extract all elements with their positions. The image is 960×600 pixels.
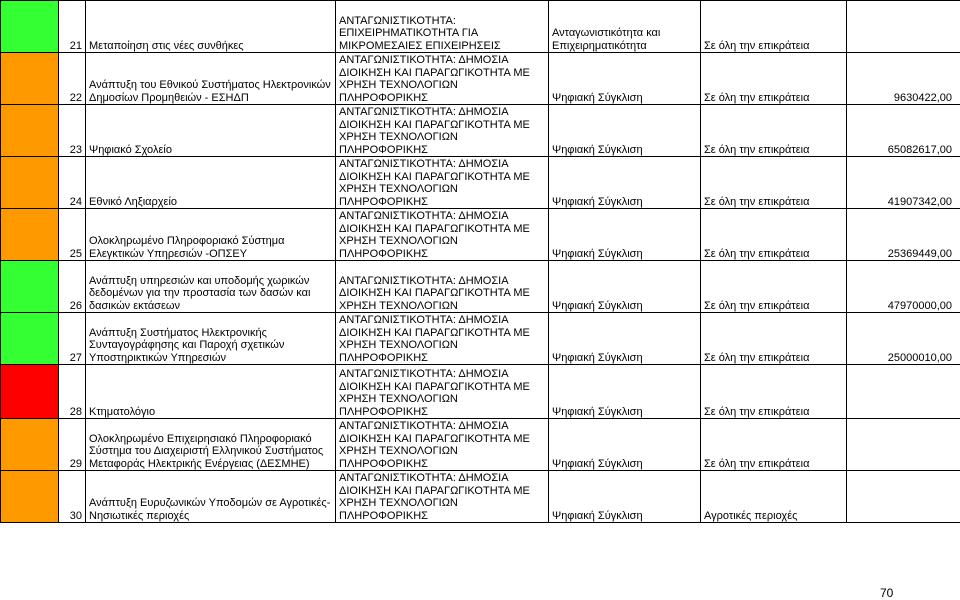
project-title: Μεταποίηση στις νέες συνθήκες [86, 1, 336, 53]
status-color-cell [1, 1, 59, 53]
row-number: 28 [59, 365, 86, 419]
operational-program: Ψηφιακή Σύγκλιση [549, 209, 701, 261]
status-color-cell [1, 53, 59, 105]
operational-program: Ψηφιακή Σύγκλιση [549, 53, 701, 105]
row-number: 25 [59, 209, 86, 261]
operational-program: Ψηφιακή Σύγκλιση [549, 261, 701, 313]
row-number: 29 [59, 419, 86, 471]
operational-program: Ψηφιακή Σύγκλιση [549, 365, 701, 419]
table-row [1, 419, 960, 471]
project-title: Ανάπτυξη του Εθνικού Συστήματος Ηλεκτρονικών Δημοσίων Προμηθειών - ΕΣΗΔΠ [86, 53, 336, 105]
table-row [1, 1, 960, 53]
project-title: Κτηματολόγιο [86, 365, 336, 419]
operational-program: Ψηφιακή Σύγκλιση [549, 471, 701, 523]
status-color-cell [1, 157, 59, 209]
project-title: Ανάπτυξη υπηρεσιών και υποδομής χωρικών δεδομένων για την προστασία των δασών και δασικών εκτάσεων [86, 261, 336, 313]
geographic-scope: Σε όλη την επικράτεια [701, 1, 847, 53]
geographic-scope: Σε όλη την επικράτεια [701, 105, 847, 157]
budget-amount: 41907342,00 [847, 157, 960, 209]
priority-axis: ΑΝΤΑΓΩΝΙΣΤΙΚΟΤΗΤΑ: ΔΗΜΟΣΙΑ ΔΙΟΙΚΗΣΗ ΚΑΙ ΠΑΡΑΓΩΓΙΚΟΤΗΤΑ ΜΕ ΧΡΗΣΗ ΤΕΧΝΟΛΟΓΙΩΝ ΠΛΗΡΟΦΟΡΙΚΗΣ [336, 471, 549, 523]
priority-axis: ΑΝΤΑΓΩΝΙΣΤΙΚΟΤΗΤΑ: ΔΗΜΟΣΙΑ ΔΙΟΙΚΗΣΗ ΚΑΙ ΠΑΡΑΓΩΓΙΚΟΤΗΤΑ ΜΕ ΧΡΗΣΗ ΤΕΧΝΟΛΟΓΙΩΝ ΠΛΗΡΟΦΟΡΙΚΗΣ [336, 209, 549, 261]
priority-axis: ΑΝΤΑΓΩΝΙΣΤΙΚΟΤΗΤΑ: ΔΗΜΟΣΙΑ ΔΙΟΙΚΗΣΗ ΚΑΙ ΠΑΡΑΓΩΓΙΚΟΤΗΤΑ ΜΕ ΧΡΗΣΗ ΤΕΧΝΟΛΟΓΙΩΝ ΠΛΗΡΟΦΟΡΙΚΗΣ [336, 313, 549, 365]
row-number: 26 [59, 261, 86, 313]
project-title: Ολοκληρωμένο Πληροφοριακό Σύστημα Ελεγκτικών Υπηρεσιών -ΟΠΣΕΥ [86, 209, 336, 261]
priority-axis: ΑΝΤΑΓΩΝΙΣΤΙΚΟΤΗΤΑ: ΔΗΜΟΣΙΑ ΔΙΟΙΚΗΣΗ ΚΑΙ ΠΑΡΑΓΩΓΙΚΟΤΗΤΑ ΜΕ ΧΡΗΣΗ ΤΕΧΝΟΛΟΓΙΩΝ ΠΛΗΡΟΦΟΡΙΚΗΣ [336, 53, 549, 105]
project-title: Ολοκληρωμένο Επιχειρησιακό Πληροφοριακό Σύστημα του Διαχειριστή Ελληνικού Συστήματος Μεταφοράς Ηλεκτρικής Ενέργειας (ΔΕΣΜΗΕ) [86, 419, 336, 471]
geographic-scope: Σε όλη την επικράτεια [701, 261, 847, 313]
budget-amount [847, 471, 960, 523]
project-title: Εθνικό Ληξιαρχείο [86, 157, 336, 209]
status-color-cell [1, 419, 59, 471]
table-row [1, 53, 960, 105]
row-number: 23 [59, 105, 86, 157]
status-color-cell [1, 313, 59, 365]
priority-axis: ΑΝΤΑΓΩΝΙΣΤΙΚΟΤΗΤΑ: ΔΗΜΟΣΙΑ ΔΙΟΙΚΗΣΗ ΚΑΙ ΠΑΡΑΓΩΓΙΚΟΤΗΤΑ ΜΕ ΧΡΗΣΗ ΤΕΧΝΟΛΟΓΙΩΝ [336, 261, 549, 313]
geographic-scope: Σε όλη την επικράτεια [701, 313, 847, 365]
priority-axis: ΑΝΤΑΓΩΝΙΣΤΙΚΟΤΗΤΑ: ΔΗΜΟΣΙΑ ΔΙΟΙΚΗΣΗ ΚΑΙ ΠΑΡΑΓΩΓΙΚΟΤΗΤΑ ΜΕ ΧΡΗΣΗ ΤΕΧΝΟΛΟΓΙΩΝ ΠΛΗΡΟΦΟΡΙΚΗΣ [336, 105, 549, 157]
geographic-scope: Αγροτικές περιοχές [701, 471, 847, 523]
budget-amount: 65082617,00 [847, 105, 960, 157]
operational-program: Ανταγωνιστικότητα και Επιχειρηματικότητα [549, 1, 701, 53]
project-title: Ψηφιακό Σχολείο [86, 105, 336, 157]
geographic-scope: Σε όλη την επικράτεια [701, 209, 847, 261]
priority-axis: ΑΝΤΑΓΩΝΙΣΤΙΚΟΤΗΤΑ: ΕΠΙΧΕΙΡΗΜΑΤΙΚΟΤΗΤΑ ΓΙΑ ΜΙΚΡΟΜΕΣΑΙΕΣ ΕΠΙΧΕΙΡΗΣΕΙΣ [336, 1, 549, 53]
geographic-scope: Σε όλη την επικράτεια [701, 157, 847, 209]
budget-amount: 9630422,00 [847, 53, 960, 105]
geographic-scope: Σε όλη την επικράτεια [701, 53, 847, 105]
geographic-scope: Σε όλη την επικράτεια [701, 365, 847, 419]
budget-amount [847, 365, 960, 419]
operational-program: Ψηφιακή Σύγκλιση [549, 157, 701, 209]
row-number: 24 [59, 157, 86, 209]
budget-amount [847, 419, 960, 471]
project-title: Ανάπτυξη Ευρυζωνικών Υποδομών σε Αγροτικές-Νησιωτικές περιοχές [86, 471, 336, 523]
operational-program: Ψηφιακή Σύγκλιση [549, 419, 701, 471]
project-title: Ανάπτυξη Συστήματος Ηλεκτρονικής Συνταγογράφησης και Παροχή σχετικών Υποστηρικτικών Υπηρεσιών [86, 313, 336, 365]
budget-amount: 25369449,00 [847, 209, 960, 261]
table-row [1, 157, 960, 209]
priority-axis: ΑΝΤΑΓΩΝΙΣΤΙΚΟΤΗΤΑ: ΔΗΜΟΣΙΑ ΔΙΟΙΚΗΣΗ ΚΑΙ ΠΑΡΑΓΩΓΙΚΟΤΗΤΑ ΜΕ ΧΡΗΣΗ ΤΕΧΝΟΛΟΓΙΩΝ ΠΛΗΡΟΦΟΡΙΚΗΣ [336, 419, 549, 471]
budget-amount: 47970000,00 [847, 261, 960, 313]
status-color-cell [1, 209, 59, 261]
table-row [1, 471, 960, 523]
page-number: 70 [880, 586, 893, 600]
table-row [1, 365, 960, 419]
row-number: 22 [59, 53, 86, 105]
operational-program: Ψηφιακή Σύγκλιση [549, 105, 701, 157]
status-color-cell [1, 471, 59, 523]
geographic-scope: Σε όλη την επικράτεια [701, 419, 847, 471]
priority-axis: ΑΝΤΑΓΩΝΙΣΤΙΚΟΤΗΤΑ: ΔΗΜΟΣΙΑ ΔΙΟΙΚΗΣΗ ΚΑΙ ΠΑΡΑΓΩΓΙΚΟΤΗΤΑ ΜΕ ΧΡΗΣΗ ΤΕΧΝΟΛΟΓΙΩΝ ΠΛΗΡΟΦΟΡΙΚΗΣ [336, 157, 549, 209]
row-number: 30 [59, 471, 86, 523]
priority-axis: ΑΝΤΑΓΩΝΙΣΤΙΚΟΤΗΤΑ: ΔΗΜΟΣΙΑ ΔΙΟΙΚΗΣΗ ΚΑΙ ΠΑΡΑΓΩΓΙΚΟΤΗΤΑ ΜΕ ΧΡΗΣΗ ΤΕΧΝΟΛΟΓΙΩΝ ΠΛΗΡΟΦΟΡΙΚΗΣ [336, 365, 549, 419]
status-color-cell [1, 365, 59, 419]
row-number: 27 [59, 313, 86, 365]
table-row [1, 313, 960, 365]
table-row [1, 261, 960, 313]
status-color-cell [1, 105, 59, 157]
operational-program: Ψηφιακή Σύγκλιση [549, 313, 701, 365]
budget-amount: 25000010,00 [847, 313, 960, 365]
budget-amount [847, 1, 960, 53]
row-number: 21 [59, 1, 86, 53]
status-color-cell [1, 261, 59, 313]
table-row [1, 105, 960, 157]
table-row [1, 209, 960, 261]
